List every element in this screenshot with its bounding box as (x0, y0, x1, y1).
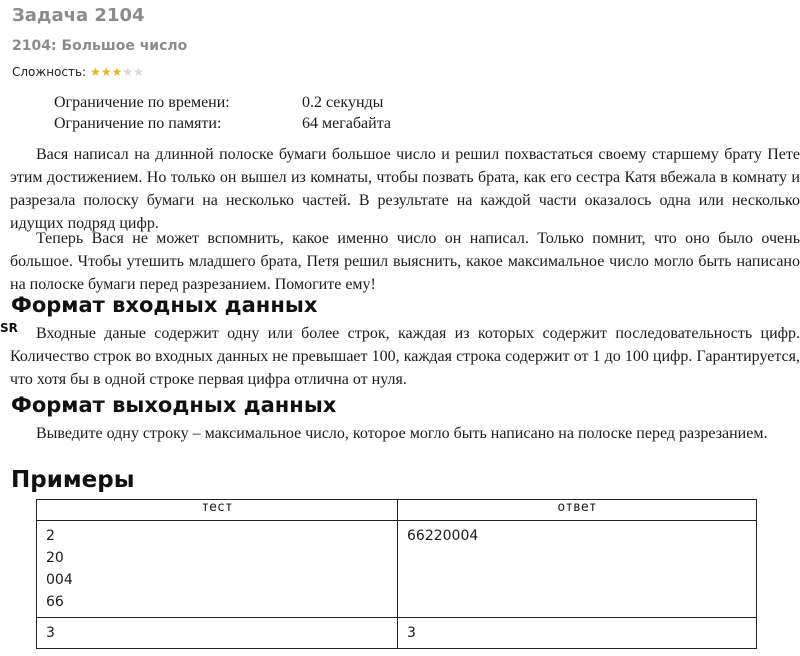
output-format-heading: Формат выходных данных (11, 393, 337, 417)
example-1-test (37, 521, 398, 618)
example-1-test-line: 2 (46, 528, 55, 544)
star-icon: ★ (100, 65, 112, 79)
example-2-answer-line: 3 (407, 625, 416, 641)
star-icon: ★ (90, 65, 101, 79)
column-header-answer: ответ (398, 500, 757, 521)
difficulty-label: Сложность: (12, 65, 87, 79)
example-1-test-line: 004 (46, 572, 73, 588)
star-icon: ★ (111, 65, 123, 79)
example-2-test (37, 618, 398, 649)
example-2-answer (398, 618, 757, 649)
limits-block (54, 92, 391, 134)
examples-header-row (37, 500, 757, 521)
memory-limit-value: 64 мегабайта (302, 115, 391, 132)
example-1-test-line: 20 (46, 550, 64, 566)
difficulty-stars (90, 66, 144, 78)
statement-paragraph-1 (10, 143, 800, 235)
statement-paragraph-2 (10, 227, 800, 296)
star-icon: ★ (122, 65, 134, 79)
problem-title: 2104: Большое число (12, 38, 188, 54)
example-row (37, 618, 757, 649)
examples-heading: Примеры (11, 467, 135, 493)
examples-table (36, 499, 757, 649)
example-1-answer-line: 66220004 (407, 528, 479, 544)
star-icon: ★ (133, 65, 144, 79)
time-limit-row (54, 92, 391, 113)
output-format-text: Выведите одну строку – максимальное число, которое могло быть написано на полоске перед разрезанием. (36, 425, 768, 442)
memory-limit-label: Ограничение по памяти: (54, 115, 222, 132)
example-row (37, 521, 757, 618)
time-limit-value: 0.2 секунды (302, 94, 384, 111)
memory-limit-row (54, 113, 391, 134)
input-format-paragraph (10, 322, 800, 391)
example-1-answer (398, 521, 757, 618)
difficulty-row (12, 65, 144, 79)
output-format-paragraph (10, 422, 800, 445)
statement-text-2: Теперь Вася не может вспомнить, какое именно число он написал. Только помнит, что оно было очень большое. Чтобы утешить младшего брата, Петя решил выяснить, какое максимальное число могло быть написано на полоске бумаги перед разрезанием. Помогите ему! (10, 230, 800, 293)
time-limit-label: Ограничение по времени: (54, 94, 230, 111)
example-2-test-line: 3 (46, 625, 55, 641)
statement-text-1: Вася написал на длинной полоске бумаги большое число и решил похвастаться своему старшему брату Пете этим достижением. Но только он вышел из комнаты, чтобы позвать брата, как его сестра Катя вбежала в комнату и разрезала полоску бумаги на несколько частей. В результате на каждой части оказалось одна или несколько идущих подряд цифр. (10, 146, 800, 232)
input-format-text: Входные даные содержит одну или более строк, каждая из которых содержит последовательность цифр. Количество строк во входных данных не превышает 100, каждая строка содержит от 1 до 100 цифр. Гарантируется, что хотя бы в одной строке первая цифра отлична от нуля. (10, 325, 800, 388)
example-1-test-line: 66 (46, 594, 64, 610)
column-header-test: тест (37, 500, 398, 521)
side-mark: SR (0, 321, 18, 335)
input-format-heading: Формат входных данных (11, 293, 318, 317)
task-title: Задача 2104 (12, 5, 145, 26)
